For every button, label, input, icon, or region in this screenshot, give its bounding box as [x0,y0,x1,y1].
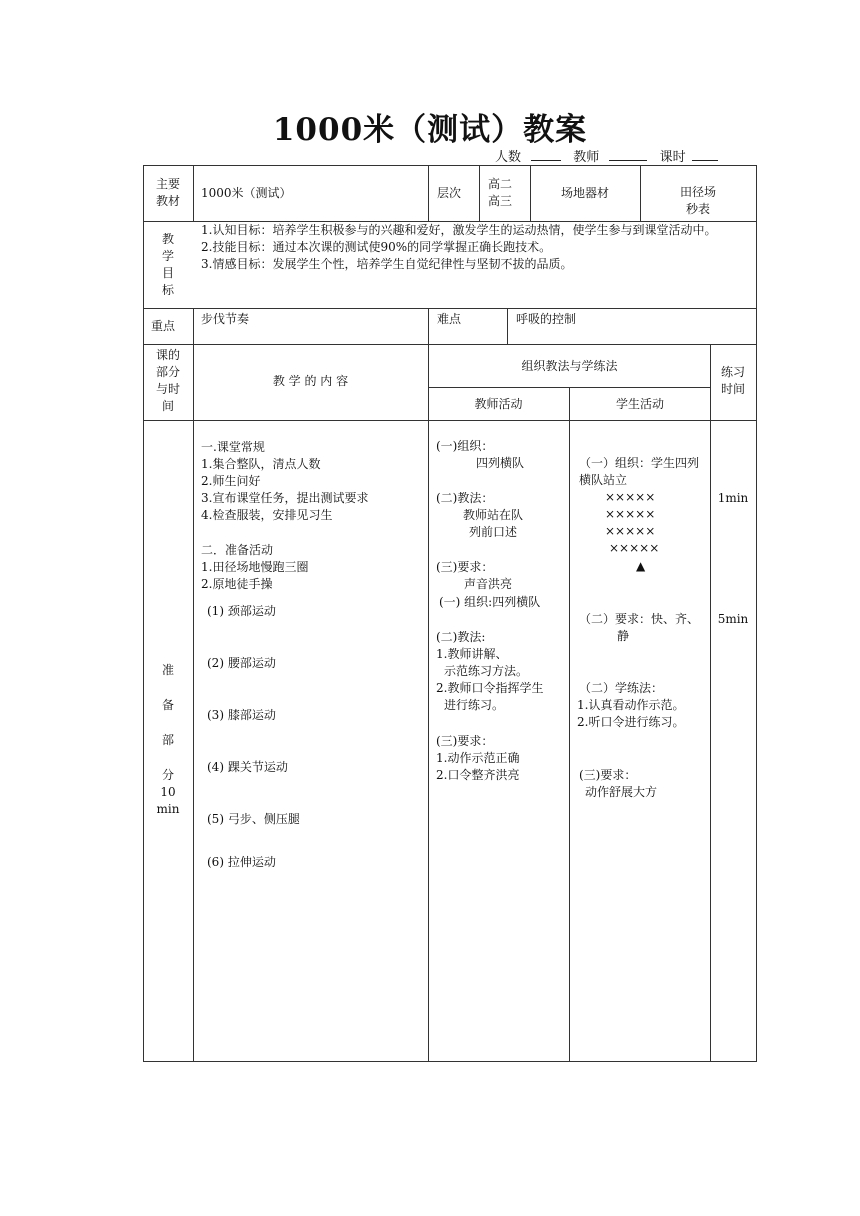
exercise-item: (2) 腰部运动 [207,656,276,670]
content-header: 教 学 的 内 容 [272,374,349,388]
prep-section-label: 准 备 部 分 10 min [156,663,180,816]
people-blank[interactable] [531,148,561,161]
table-border-bottom [143,1061,757,1062]
goal-item: 3.情感目标：发展学生个性，培养学生自觉纪律性与坚韧不拔的品质。 [201,257,573,271]
venue-values: 田径场 秒表 [679,185,716,216]
formation-row: ××××× [609,541,660,555]
lesson-meta [495,146,718,165]
exercise-item: (1) 颈部运动 [207,604,276,618]
teacher-org-1: (一)组织： [436,439,494,453]
lesson-plan-table [143,165,757,1062]
goals-label: 教 学 目 标 [161,232,174,297]
hours-label: 课时 [659,150,686,165]
formation-row: ××××× [605,524,656,538]
goal-item: 2.技能目标：通过本次课的测试使90%的同学掌握正确长跑技术。 [201,240,552,254]
routine-block: 一.课堂常规 1.集合整队，清点人数 2.师生问好 3.宣布课堂任务，提出测试要求 4.检查服装，安排见习生 [201,440,369,522]
goals-list [201,222,716,273]
key-point-label: 重点 [151,319,176,333]
material-value: 1000米（测试） [201,186,292,200]
formation-row: ××××× [605,490,656,504]
col-divider [428,165,429,222]
table-border-top [143,165,757,166]
student-practice-items: 1.认真看动作示范。 2.听口令进行练习。 [577,698,685,729]
warmup-block: 二．准备活动 1.田径场地慢跑三圈 2.原地徒手操 [201,543,309,591]
teacher-org-2: (一) 组织:四列横队 [439,595,541,609]
student-activity-header: 学生活动 [615,397,664,411]
difficulty-label: 难点 [437,312,462,326]
col-divider [569,387,570,1062]
goal-item: 1.认知目标：培养学生积极参与的兴趣和爱好，激发学生的运动热情，使学生参与到课堂活动中。 [201,223,717,237]
col-divider [193,165,194,222]
teacher-blank[interactable] [609,148,647,161]
row-divider [143,420,757,421]
col-divider [193,308,194,1062]
teacher-method-1: (二)教法： [436,491,494,505]
exercise-item: (5) 弓步、侧压腿 [207,812,300,826]
time-value: 1min [717,491,749,505]
exercise-item: (4) 踝关节运动 [207,760,288,774]
col-divider [710,344,711,1062]
teacher-method-2-items: 1.教师讲解、 示范练习方法。 2.教师口令指挥学生 进行练习。 [436,647,544,712]
level-label: 层次 [437,186,462,200]
student-org: （一）组织：学生四列 横队站立 [579,456,700,487]
student-req-2-detail: 动作舒展大方 [585,785,658,799]
student-req-1: （二）要求：快、齐、 静 [579,612,700,643]
col-divider [428,308,429,1062]
part-time-label: 课的 部分 与时 间 [155,348,180,413]
teacher-method-1-detail: 教师站在队 列前口述 [463,508,524,539]
exercise-item: (6) 拉伸运动 [207,855,276,869]
student-practice: （二）学练法： [579,681,664,695]
row-divider [143,308,757,309]
teacher-req-2: (三)要求： [436,734,494,748]
col-divider [479,165,480,222]
table-border-left [143,165,144,1062]
teacher-method-2: (二)教法: [436,630,486,644]
people-label: 人数 [495,150,522,165]
row-divider [143,344,757,345]
teacher-label: 教师 [573,150,600,165]
level-values: 高二 高三 [488,177,513,208]
student-formation [605,489,659,557]
exercise-item: (3) 膝部运动 [207,708,276,722]
main-material-label: 主要 教材 [155,177,180,208]
time-value: 5min [717,612,749,626]
student-req-2: (三)要求： [579,768,637,782]
org-method-header: 组织教法与学练法 [521,359,618,373]
document-title: 1000米（测试）教案 [272,112,588,148]
key-point-value: 步伐节奏 [201,312,250,326]
formation-row: ××××× [605,507,656,521]
teacher-position-mark: ▲ [636,559,646,573]
teacher-req-1-detail: 声音洪亮 [464,577,513,591]
teacher-org-1-detail: 四列横队 [476,456,525,470]
venue-label: 场地器材 [560,186,609,200]
table-border-right [756,165,757,1062]
col-divider [507,308,508,345]
hours-blank[interactable] [692,148,718,161]
teacher-activity-header: 教师活动 [474,397,523,411]
teacher-req-1: (三)要求： [436,560,494,574]
teacher-req-2-items: 1.动作示范正确 2.口令整齐洪亮 [436,751,520,782]
difficulty-value: 呼吸的控制 [516,312,577,326]
practice-time-header: 练习 时间 [720,365,745,396]
